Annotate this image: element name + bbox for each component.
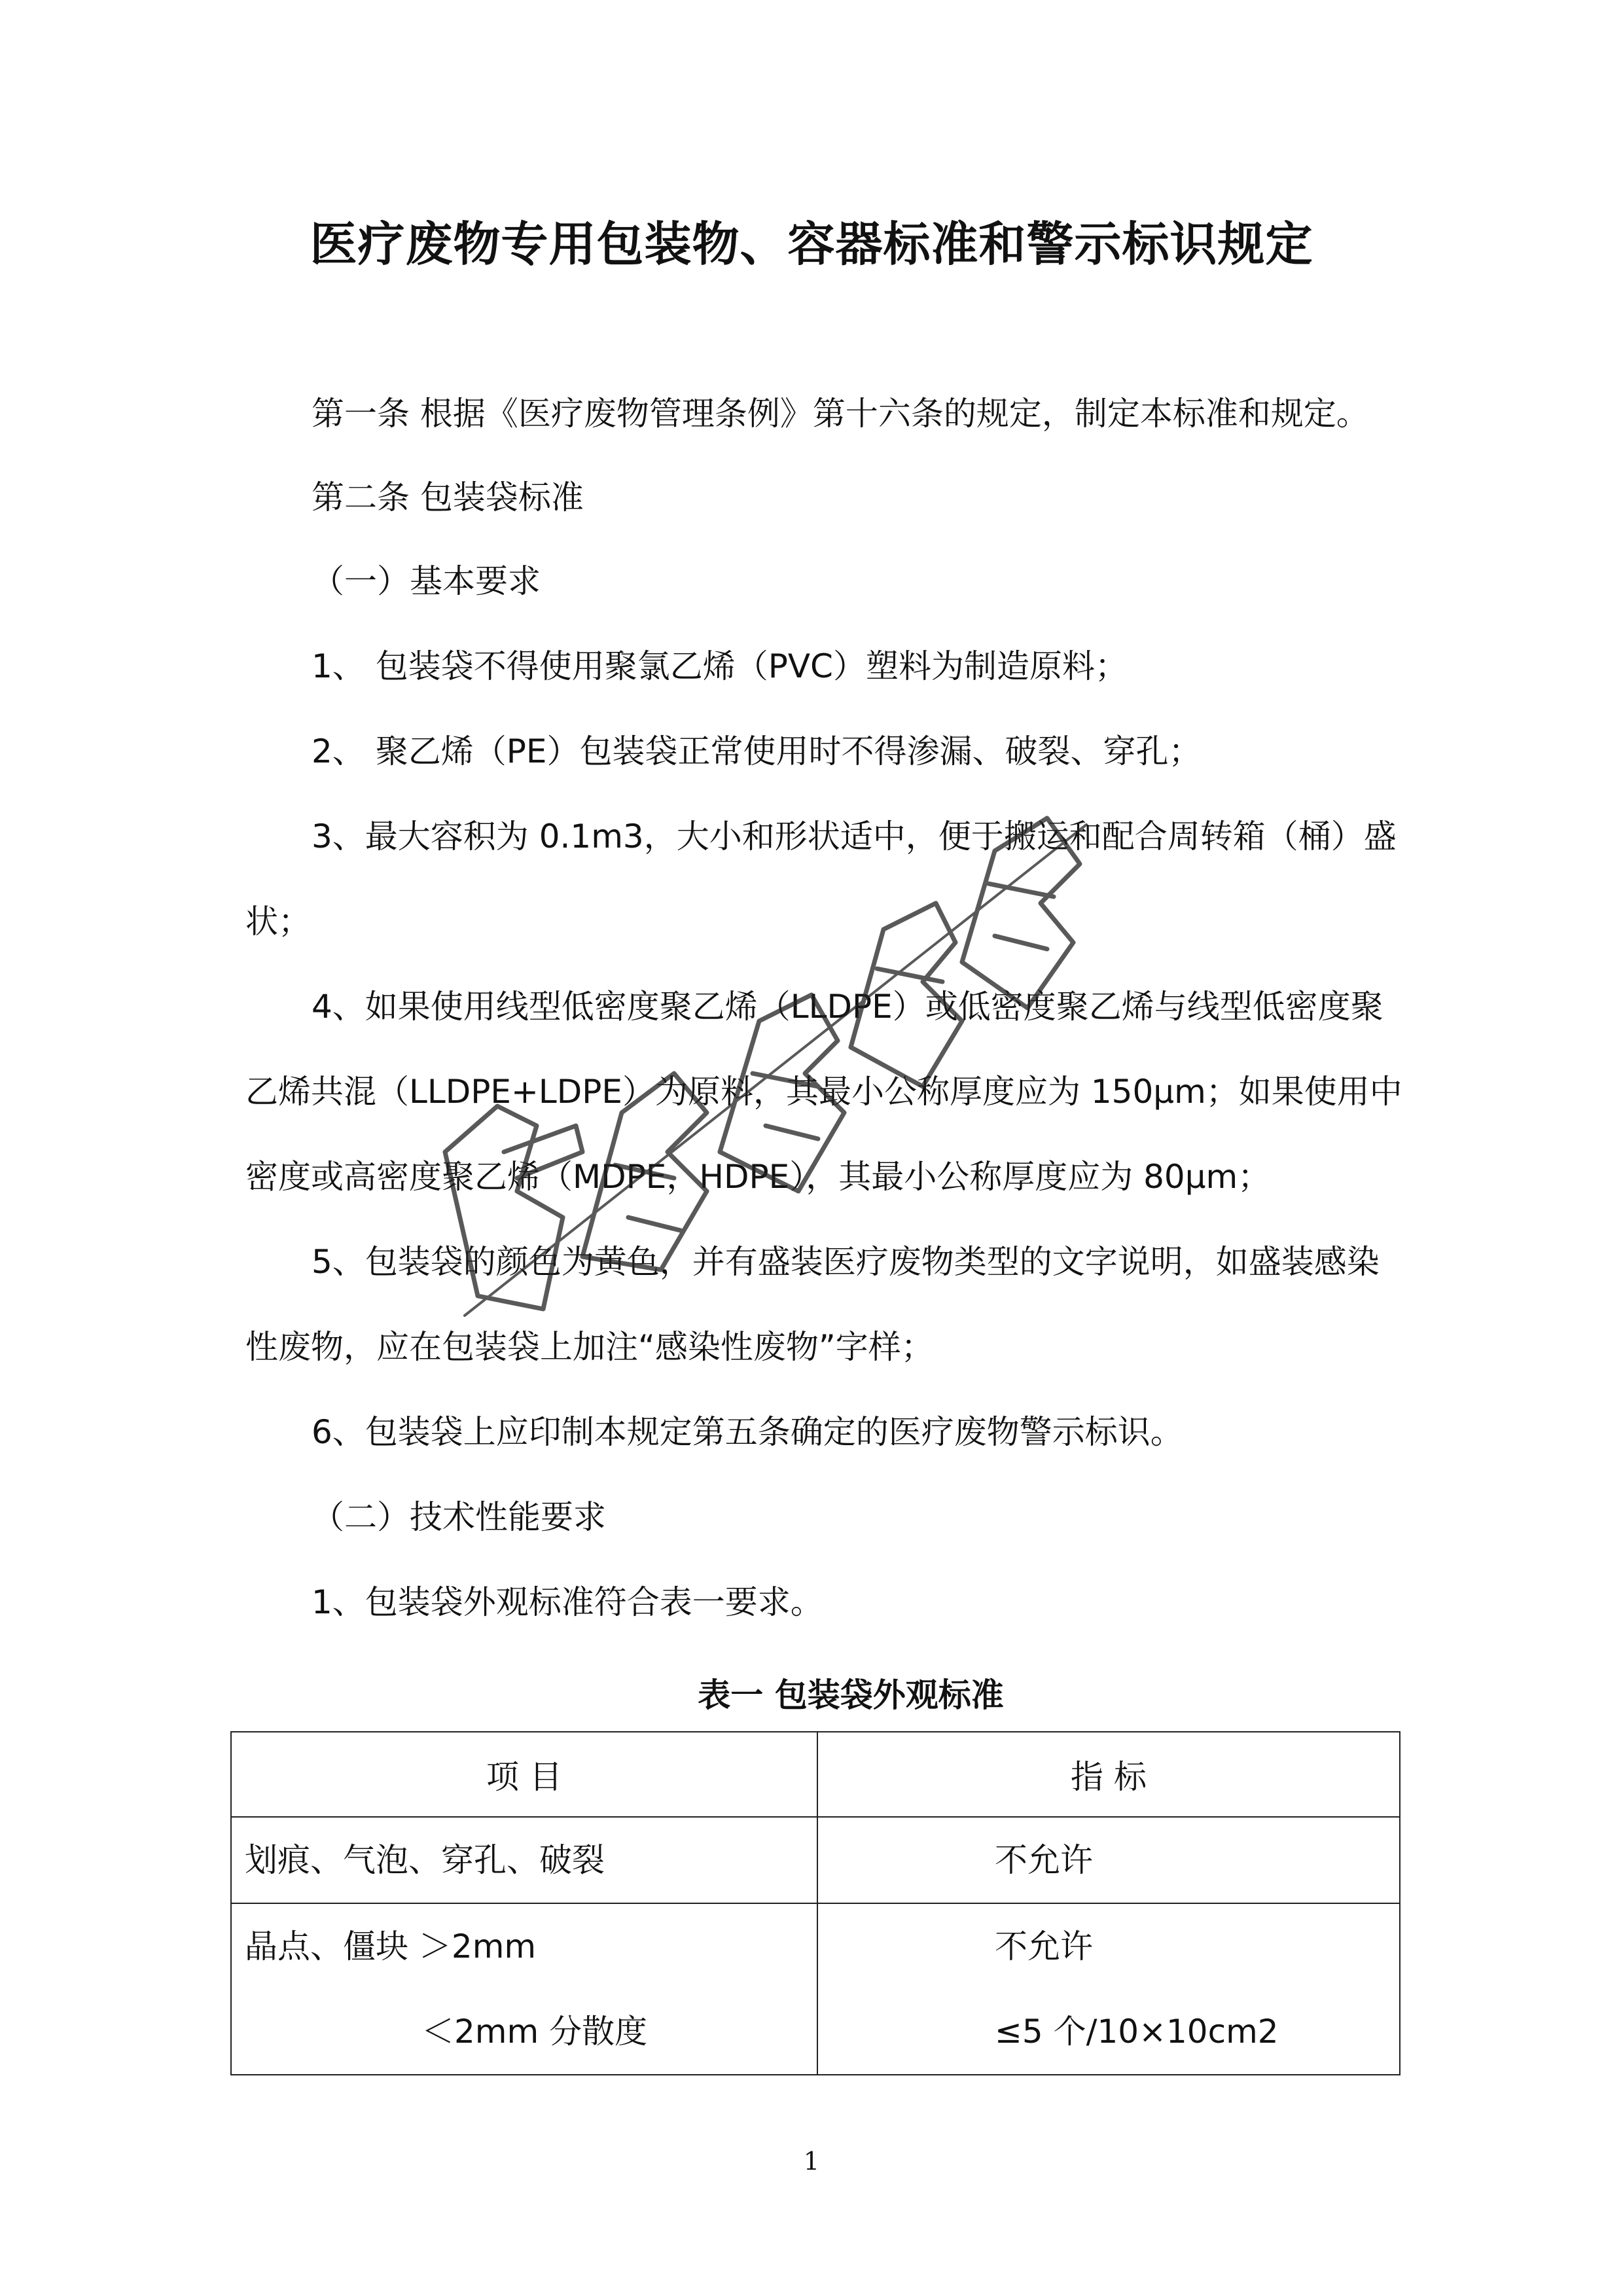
table-row — [231, 1817, 1400, 1903]
paragraph-section-1: （一）基本要求 — [312, 562, 541, 600]
paragraph-item-4-cont-1: 乙烯共混（LLDPE+LDPE）为原料，其最小公称厚度应为 150μm；如果使用中 — [245, 1073, 1402, 1111]
cell-text: 不允许 — [995, 1928, 1093, 1965]
paragraph-item-3: 3、最大容积为 0.1m3，大小和形状适中，便于搬运和配合周转箱（桶）盛 — [312, 817, 1397, 855]
cell-text: 晶点、僵块 ＞2mm — [245, 1928, 537, 1965]
table-caption: 表一 包装袋外观标准 — [698, 1676, 1004, 1714]
document-title: 医疗废物专用包装物、容器标准和警示标识规定 — [310, 217, 1313, 272]
paragraph-item-5: 5、包装袋的颜色为黄色，并有盛装医疗废物类型的文字说明，如盛装感染 — [312, 1243, 1380, 1281]
table-cell-value — [817, 1817, 1400, 1903]
page-number: 1 — [803, 2147, 820, 2176]
cell-text: 划痕、气泡、穿孔、破裂 — [245, 1841, 605, 1879]
paragraph-item-1: 1、 包装袋不得使用聚氯乙烯（PVC）塑料为制造原料； — [312, 647, 1128, 685]
cell-text: ＜2mm 分散度 — [421, 2013, 648, 2051]
paragraph-section-2: （二）技术性能要求 — [312, 1498, 606, 1536]
table-row — [231, 1903, 1400, 2075]
paragraph-item-4: 4、如果使用线型低密度聚乙烯（LLDPE）或低密度聚乙烯与线型低密度聚 — [312, 988, 1383, 1026]
table-header-row — [231, 1732, 1400, 1817]
paragraph-item-2: 2、 聚乙烯（PE）包装袋正常使用时不得渗漏、破裂、穿孔； — [312, 732, 1202, 770]
table-cell-value — [817, 1903, 1400, 2075]
paragraph-item-4-cont-2: 密度或高密度聚乙烯（MDPE，HDPE），其最小公称厚度应为 80μm； — [245, 1158, 1271, 1196]
cell-text: 不允许 — [995, 1841, 1093, 1879]
paragraph-item-6: 6、包装袋上应印制本规定第五条确定的医疗废物警示标识。 — [312, 1413, 1183, 1451]
table-cell-item — [231, 1817, 817, 1903]
table-header-value: 指 标 — [817, 1732, 1400, 1817]
table-header-item: 项 目 — [231, 1732, 817, 1817]
table-cell-item — [231, 1903, 817, 2075]
paragraph-tech-item-1: 1、包装袋外观标准符合表一要求。 — [312, 1583, 823, 1621]
paragraph-item-5-cont: 性废物，应在包装袋上加注“感染性废物”字样； — [245, 1328, 934, 1366]
spec-table — [230, 1731, 1400, 2075]
paragraph-article-2: 第二条 包装袋标准 — [312, 478, 584, 516]
paragraph-article-1: 第一条 根据《医疗废物管理条例》第十六条的规定，制定本标准和规定。 — [312, 395, 1369, 433]
paragraph-item-3-cont: 状； — [245, 903, 311, 941]
cell-text: ≤5 个/10×10cm2 — [995, 2013, 1279, 2051]
